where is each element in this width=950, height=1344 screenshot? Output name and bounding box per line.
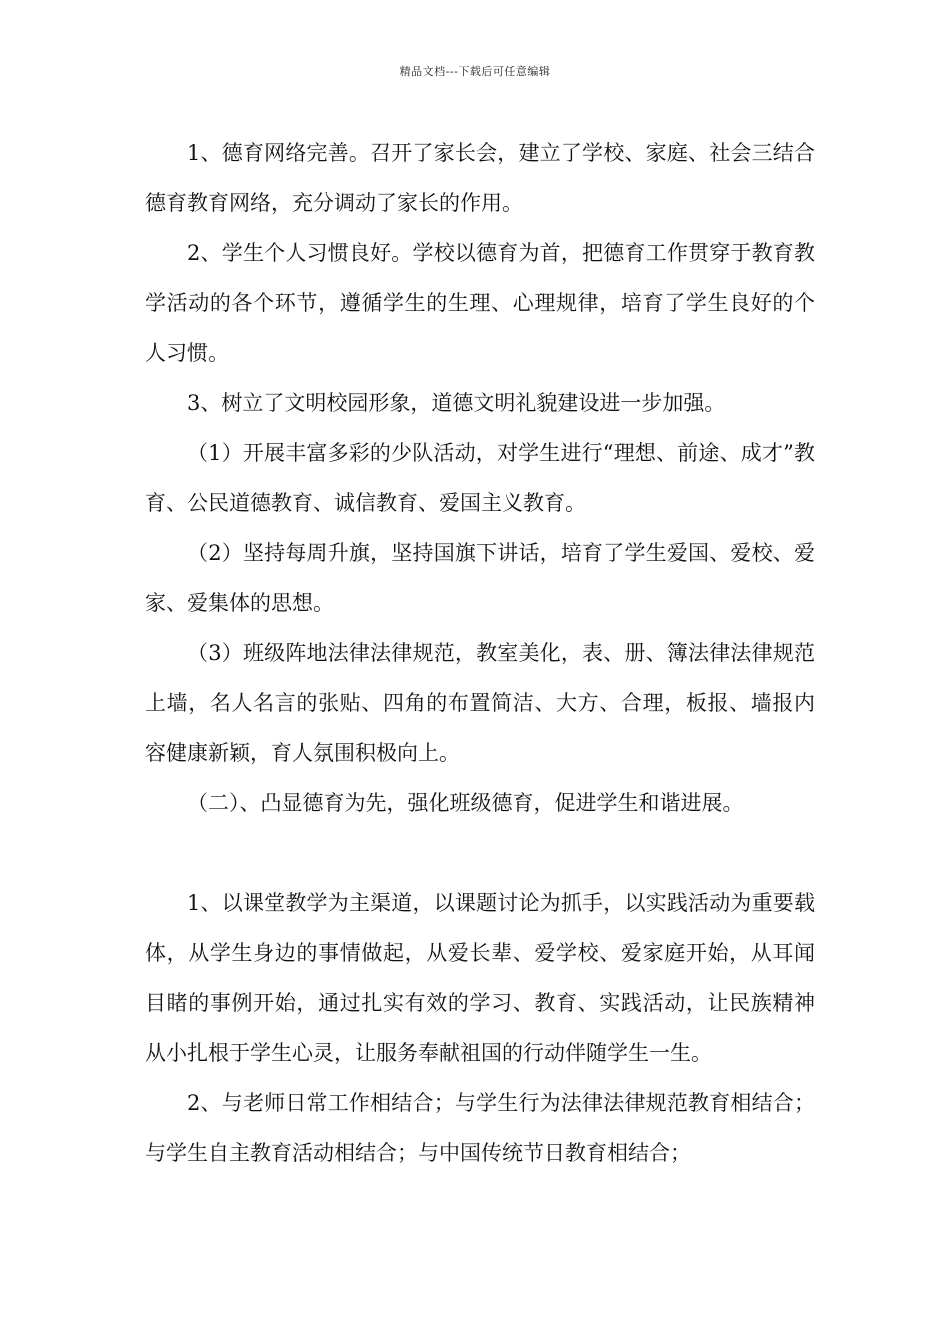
page-header: 精品文档---下载后可任意编辑	[399, 65, 551, 78]
paragraph-civilized-campus: 3、树立了文明校园形象，道德文明礼貌建设进一步加强。	[187, 391, 726, 415]
paragraph-moral-network: 1、德育网络完善。召开了家长会，建立了学校、家庭、社会三结合德育教育网络，充分调动了家长的作用。	[145, 141, 815, 215]
document-body	[145, 128, 815, 1178]
paragraph-combined-education: 2、与老师日常工作相结合；与学生行为法律法律规范教育相结合；与学生自主教育活动相结合；与中国传统节日教育相结合；	[145, 1091, 815, 1165]
paragraph-spacer	[145, 828, 815, 878]
paragraph-flag-raising: （2）坚持每周升旗，坚持国旗下讲话，培育了学生爱国、爱校、爱家、爱集体的思想。	[145, 541, 815, 615]
paragraph-team-activities: （1）开展丰富多彩的少队活动，对学生进行“理想、前途、成才”教育、公民道德教育、诚信教育、爱国主义教育。	[145, 441, 815, 515]
paragraph-class-norms: （3）班级阵地法律法律规范，教室美化，表、册、簿法律法律规范上墙，名人名言的张贴、四角的布置简洁、大方、合理，板报、墙报内容健康新颖，育人氛围积极向上。	[145, 641, 815, 765]
section-heading-moral-first: （二）、凸显德育为先，强化班级德育，促进学生和谐进展。	[187, 791, 744, 815]
paragraph-classroom-teaching: 1、以课堂教学为主渠道，以课题讨论为抓手，以实践活动为重要载体，从学生身边的事情做起，从爱长辈、爱学校、爱家庭开始，从耳闻目睹的事例开始，通过扎实有效的学习、教育、实践活动，让民族精神从小扎根于学生心灵，让服务奉献祖国的行动伴随学生一生。	[145, 891, 815, 1065]
paragraph-personal-habits: 2、学生个人习惯良好。学校以德育为首，把德育工作贯穿于教育教学活动的各个环节，遵循学生的生理、心理规律，培育了学生良好的个人习惯。	[145, 241, 815, 365]
